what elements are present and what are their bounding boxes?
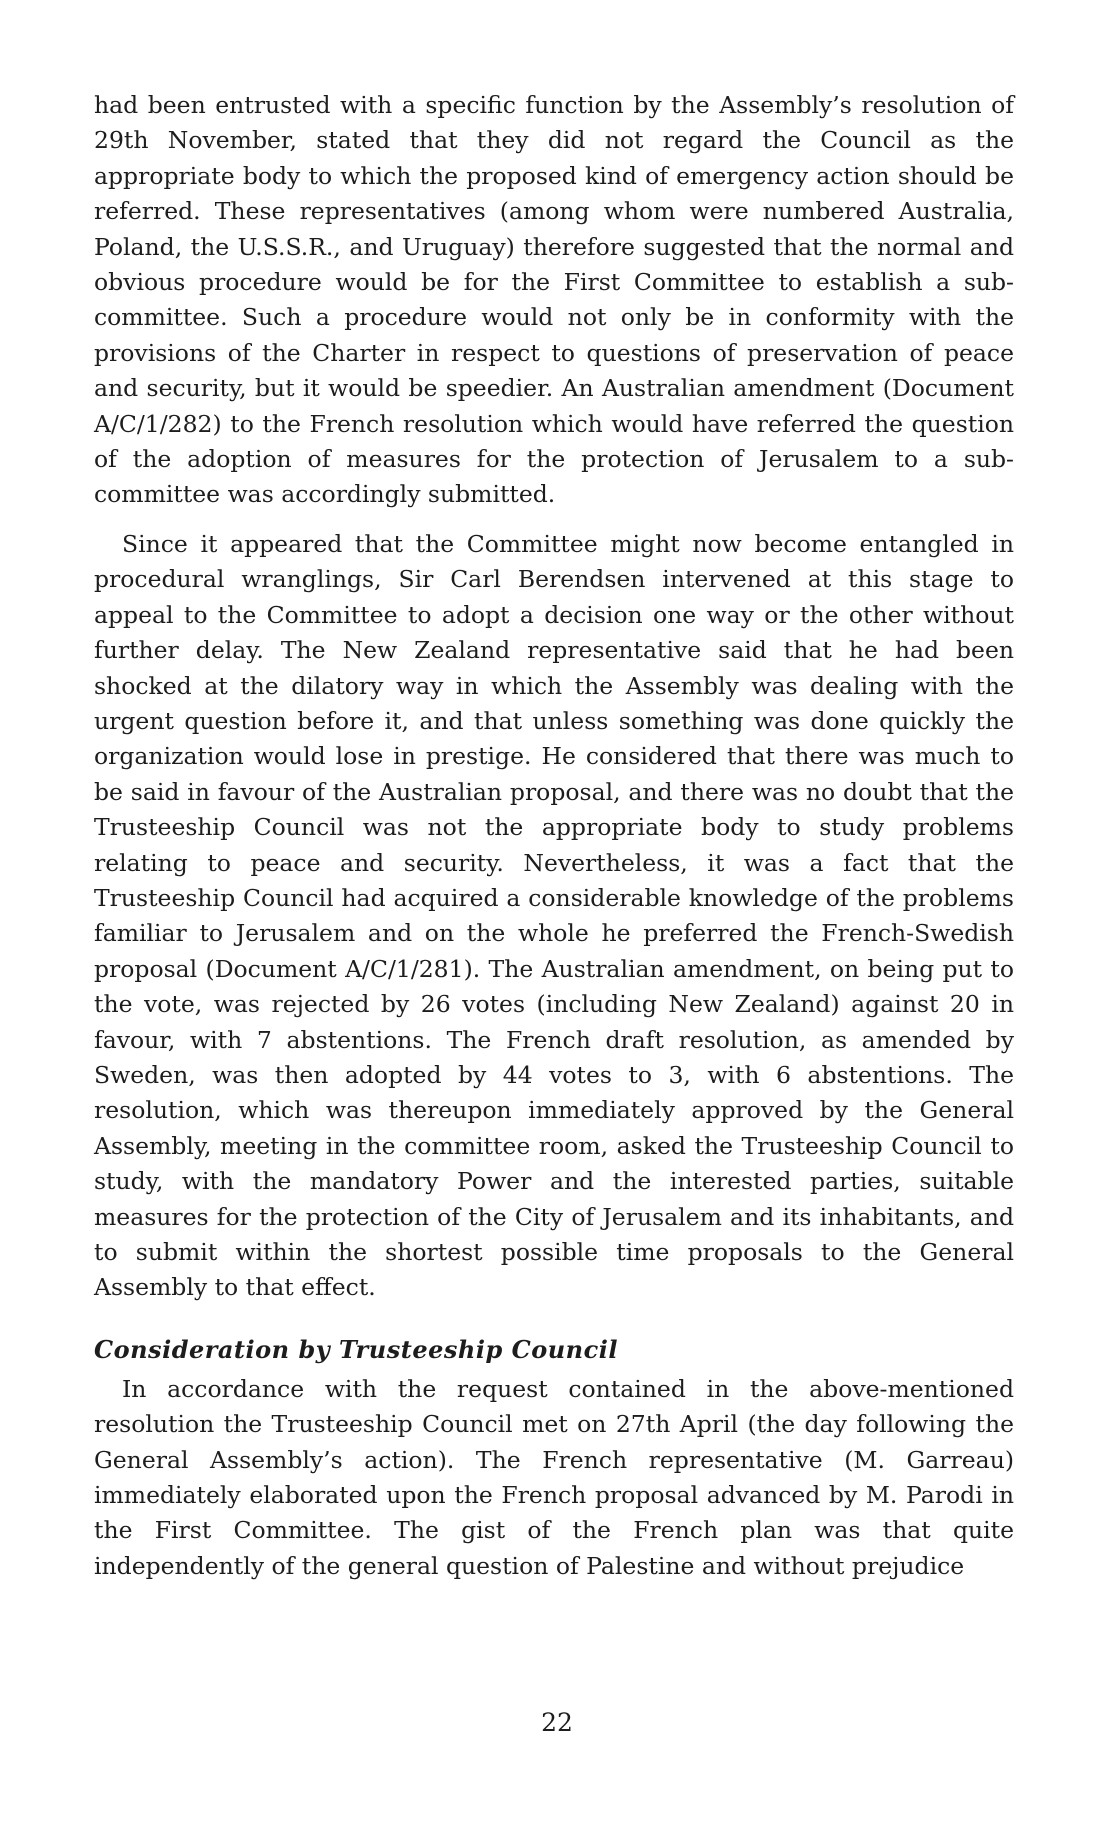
page-number: 22 <box>541 1708 573 1737</box>
paragraph-trusteeship: In accordance with the request contained in the above-mentioned resolution the Trusteeship Council met on 27th April (the day following the General Assembly’s action). The French representative (M. Garreau) immediately elaborated upon the French proposal advanced by M. Parodi in the First Committee. The gist of the French plan was that quite independently of the general question of Palestine and without prejudice <box>94 1374 1014 1580</box>
paragraph-continued: had been entrusted with a specific function by the Assembly’s resolution of 29th November, stated that they did not regard the Council as the appropriate body to which the proposed kind of emergency action should be referred. These representatives (among whom were numbered Australia, Poland, the U.S.S.R., and Uruguay) therefore suggested that the normal and obvious procedure would be for the First Committee to establish a sub-committee. Such a procedure would not only be in conformity with the provisions of the Charter in respect to questions of preservation of peace and security, but it would be speedier. An Australian amendment (Document A/C/1/282) to the French resolution which would have referred the question of the adoption of measures for the protection of Jerusalem to a sub-committee was accordingly submitted. <box>94 91 1014 509</box>
section-heading: Consideration by Trusteeship Council <box>94 1334 618 1364</box>
paragraph-berendsen: Since it appeared that the Committee might now become entangled in procedural wranglings, Sir Carl Berendsen intervened at this stage to appeal to the Committee to adopt a decision one way or the other without further delay. The New Zealand representative said that he had been shocked at the dilatory way in which the Assembly was dealing with the urgent question before it, and that unless something was done quickly the organization would lose in prestige. He considered that there was much to be said in favour of the Australian proposal, and there was no doubt that the Trusteeship Council was not the appropriate body to study problems relating to peace and security. Nevertheless, it was a fact that the Trusteeship Council had acquired a considerable knowledge of the problems familiar to Jerusalem and on the whole he preferred the French-Swedish proposal (Document A/C/1/281). The Australian amendment, on being put to the vote, was rejected by 26 votes (including New Zealand) against 20 in favour, with 7 abstentions. The French draft resolution, as amended by Sweden, was then adopted by 44 votes to 3, with 6 abstentions. The resolution, which was thereupon immediately approved by the General Assembly, meeting in the committee room, asked the Trusteeship Council to study, with the mandatory Power and the interested parties, suitable measures for the protection of the City of Jerusalem and its inhabitants, and to submit within the shortest possible time proposals to the General Assembly to that effect. <box>94 529 1014 1302</box>
document-page <box>94 88 1014 1598</box>
